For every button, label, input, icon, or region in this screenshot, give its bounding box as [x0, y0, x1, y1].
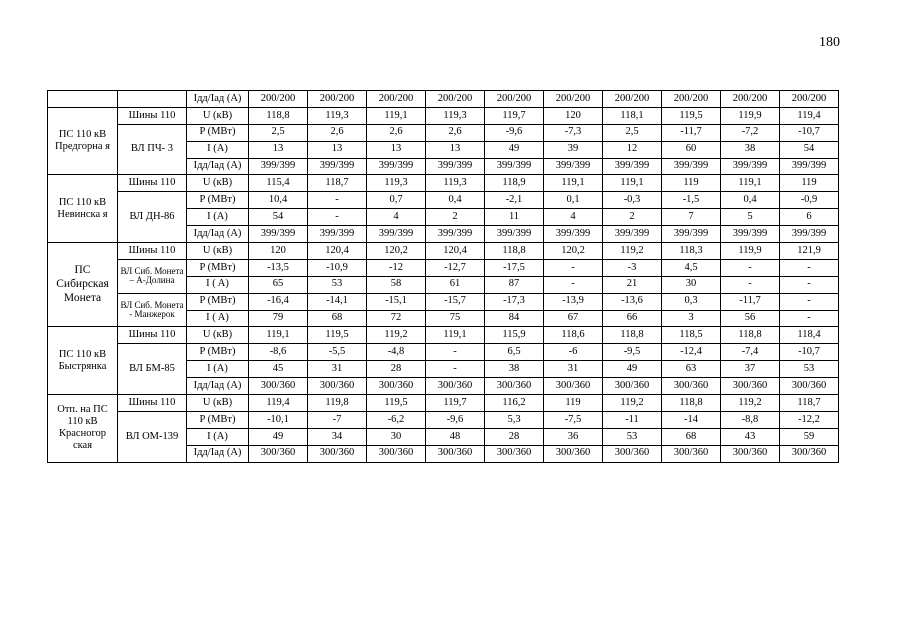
empty-cell	[118, 91, 187, 108]
table-row	[48, 259, 839, 276]
value-cell: 5,3	[485, 411, 544, 428]
value-cell: 119,2	[721, 395, 780, 412]
value-cell: 300/360	[426, 445, 485, 462]
value-cell: 119,1	[603, 175, 662, 192]
value-cell: 399/399	[721, 158, 780, 175]
value-cell: 37	[721, 361, 780, 378]
value-cell: 34	[308, 428, 367, 445]
value-cell: -12,7	[426, 259, 485, 276]
value-cell: 13	[426, 141, 485, 158]
value-cell: 61	[426, 276, 485, 293]
value-cell: 68	[662, 428, 721, 445]
value-cell: 5	[721, 209, 780, 226]
value-cell: 115,9	[485, 327, 544, 344]
value-cell: 31	[308, 361, 367, 378]
value-cell: 84	[485, 310, 544, 327]
value-cell: 119,4	[780, 107, 839, 124]
value-cell: -11	[603, 411, 662, 428]
value-cell: -6	[544, 344, 603, 361]
value-cell: 119,3	[308, 107, 367, 124]
value-cell: 300/360	[308, 445, 367, 462]
value-cell: 300/360	[603, 445, 662, 462]
value-cell: -11,7	[662, 124, 721, 141]
value-cell: 399/399	[426, 158, 485, 175]
sub-object-name: Шины 110	[118, 327, 187, 344]
value-cell: 119,3	[426, 107, 485, 124]
value-cell: 118,4	[780, 327, 839, 344]
value-cell: 300/360	[780, 445, 839, 462]
value-cell: 300/360	[485, 378, 544, 395]
value-cell: 118,8	[485, 243, 544, 260]
value-cell: -	[780, 259, 839, 276]
value-cell: 119,7	[426, 395, 485, 412]
param-label: I ( A)	[187, 276, 249, 293]
value-cell: 21	[603, 276, 662, 293]
param-label: I (A)	[187, 209, 249, 226]
value-cell: -9,5	[603, 344, 662, 361]
value-cell: 116,2	[485, 395, 544, 412]
value-cell: -12,4	[662, 344, 721, 361]
value-cell: 43	[721, 428, 780, 445]
value-cell: 200/200	[721, 91, 780, 108]
value-cell: -7,5	[544, 411, 603, 428]
value-cell: -5,5	[308, 344, 367, 361]
value-cell: 118,7	[308, 175, 367, 192]
value-cell: -	[780, 276, 839, 293]
value-cell: 399/399	[308, 158, 367, 175]
sub-object-name: Шины 110	[118, 243, 187, 260]
sub-object-name: ВЛ Сиб. Монета - Манжерок	[118, 293, 187, 327]
value-cell: -	[544, 259, 603, 276]
sub-object-name: ВЛ ОМ-139	[118, 411, 187, 462]
param-label: Iдд/Iад (А)	[187, 158, 249, 175]
param-label: U (кВ)	[187, 395, 249, 412]
value-cell: 300/360	[426, 378, 485, 395]
value-cell: 300/360	[780, 378, 839, 395]
value-cell: -	[426, 361, 485, 378]
value-cell: 119,1	[544, 175, 603, 192]
value-cell: 200/200	[603, 91, 662, 108]
value-cell: 30	[367, 428, 426, 445]
value-cell: 10,4	[249, 192, 308, 209]
table-row	[48, 395, 839, 412]
value-cell: 119,4	[249, 395, 308, 412]
param-label: I ( A)	[187, 310, 249, 327]
value-cell: 119,2	[603, 243, 662, 260]
value-cell: 119	[544, 395, 603, 412]
value-cell: -13,6	[603, 293, 662, 310]
value-cell: 200/200	[485, 91, 544, 108]
value-cell: 300/360	[367, 378, 426, 395]
value-cell: 399/399	[780, 226, 839, 243]
value-cell: 300/360	[367, 445, 426, 462]
value-cell: 399/399	[308, 226, 367, 243]
value-cell: -	[308, 209, 367, 226]
value-cell: 399/399	[662, 158, 721, 175]
value-cell: 36	[544, 428, 603, 445]
value-cell: 300/360	[485, 445, 544, 462]
value-cell: -10,1	[249, 411, 308, 428]
value-cell: -7,3	[544, 124, 603, 141]
value-cell: -9,6	[485, 124, 544, 141]
value-cell: 2,6	[308, 124, 367, 141]
value-cell: 399/399	[603, 158, 662, 175]
value-cell: -10,9	[308, 259, 367, 276]
value-cell: 54	[780, 141, 839, 158]
value-cell: 2,6	[367, 124, 426, 141]
value-cell: -0,9	[780, 192, 839, 209]
value-cell: 399/399	[426, 226, 485, 243]
param-label: U (кВ)	[187, 107, 249, 124]
value-cell: 49	[249, 428, 308, 445]
empty-cell	[48, 91, 118, 108]
value-cell: -	[426, 344, 485, 361]
param-label: P (МВт)	[187, 411, 249, 428]
value-cell: -8,6	[249, 344, 308, 361]
value-cell: -11,7	[721, 293, 780, 310]
value-cell: 118,3	[662, 243, 721, 260]
station-name: ПС 110 кВ Предгорна я	[48, 107, 118, 175]
value-cell: 119,9	[721, 107, 780, 124]
value-cell: -	[780, 293, 839, 310]
value-cell: 119,3	[367, 175, 426, 192]
value-cell: 300/360	[721, 378, 780, 395]
table-row	[48, 243, 839, 260]
value-cell: 200/200	[249, 91, 308, 108]
value-cell: 4	[367, 209, 426, 226]
value-cell: -16,4	[249, 293, 308, 310]
value-cell: -14,1	[308, 293, 367, 310]
value-cell: -3	[603, 259, 662, 276]
value-cell: 119,8	[308, 395, 367, 412]
value-cell: 399/399	[367, 158, 426, 175]
value-cell: 399/399	[367, 226, 426, 243]
value-cell: -7,2	[721, 124, 780, 141]
value-cell: -6,2	[367, 411, 426, 428]
value-cell: 3	[662, 310, 721, 327]
value-cell: 120,2	[544, 243, 603, 260]
value-cell: 120,4	[426, 243, 485, 260]
value-cell: 300/360	[662, 445, 721, 462]
value-cell: 48	[426, 428, 485, 445]
value-cell: -13,5	[249, 259, 308, 276]
value-cell: -17,3	[485, 293, 544, 310]
value-cell: 53	[603, 428, 662, 445]
value-cell: -9,6	[426, 411, 485, 428]
value-cell: 39	[544, 141, 603, 158]
value-cell: 300/360	[662, 378, 721, 395]
value-cell: 118,8	[603, 327, 662, 344]
value-cell: 118,1	[603, 107, 662, 124]
table-row	[48, 107, 839, 124]
value-cell: 49	[603, 361, 662, 378]
value-cell: 200/200	[367, 91, 426, 108]
value-cell: 118,5	[662, 327, 721, 344]
param-label: P (МВт)	[187, 192, 249, 209]
value-cell: 200/200	[544, 91, 603, 108]
value-cell: -17,5	[485, 259, 544, 276]
page-number: 180	[819, 35, 840, 50]
value-cell: 28	[485, 428, 544, 445]
value-cell: 49	[485, 141, 544, 158]
value-cell: 63	[662, 361, 721, 378]
value-cell: -15,7	[426, 293, 485, 310]
value-cell: 399/399	[544, 226, 603, 243]
value-cell: 200/200	[308, 91, 367, 108]
value-cell: 4,5	[662, 259, 721, 276]
value-cell: 118,7	[780, 395, 839, 412]
value-cell: 200/200	[426, 91, 485, 108]
value-cell: 300/360	[721, 445, 780, 462]
table-row	[48, 192, 839, 209]
station-name: ПС Сибирская Монета	[48, 243, 118, 327]
value-cell: 300/360	[603, 378, 662, 395]
sub-object-name: Шины 110	[118, 107, 187, 124]
value-cell: 13	[308, 141, 367, 158]
param-label: U (кВ)	[187, 243, 249, 260]
value-cell: 121,9	[780, 243, 839, 260]
table-row	[48, 124, 839, 141]
value-cell: 4	[544, 209, 603, 226]
value-cell: 399/399	[249, 158, 308, 175]
value-cell: 2,5	[603, 124, 662, 141]
value-cell: 399/399	[603, 226, 662, 243]
param-label: I (A)	[187, 141, 249, 158]
station-name: ПС 110 кВ Быстрянка	[48, 327, 118, 395]
value-cell: 119,1	[721, 175, 780, 192]
value-cell: 399/399	[780, 158, 839, 175]
value-cell: 120	[544, 107, 603, 124]
value-cell: -8,8	[721, 411, 780, 428]
value-cell: 6	[780, 209, 839, 226]
value-cell: -	[544, 276, 603, 293]
value-cell: 119,5	[308, 327, 367, 344]
table-row	[48, 344, 839, 361]
value-cell: 119	[662, 175, 721, 192]
param-label: P (МВт)	[187, 293, 249, 310]
value-cell: 59	[780, 428, 839, 445]
value-cell: 120,2	[367, 243, 426, 260]
value-cell: -7,4	[721, 344, 780, 361]
value-cell: 119,2	[367, 327, 426, 344]
value-cell: 300/360	[308, 378, 367, 395]
value-cell: 13	[249, 141, 308, 158]
sub-object-name: ВЛ ПЧ- 3	[118, 124, 187, 175]
value-cell: 2	[426, 209, 485, 226]
param-label: Iдд/Iад (А)	[187, 226, 249, 243]
param-label: I (A)	[187, 428, 249, 445]
value-cell: -14	[662, 411, 721, 428]
value-cell: 67	[544, 310, 603, 327]
value-cell: 56	[721, 310, 780, 327]
value-cell: 118,9	[485, 175, 544, 192]
value-cell: 54	[249, 209, 308, 226]
value-cell: -1,5	[662, 192, 721, 209]
value-cell: 0,3	[662, 293, 721, 310]
value-cell: -12,2	[780, 411, 839, 428]
value-cell: -0,3	[603, 192, 662, 209]
value-cell: 75	[426, 310, 485, 327]
value-cell: 79	[249, 310, 308, 327]
value-cell: 300/360	[249, 445, 308, 462]
station-name: Отп. на ПС 110 кВ Красногор ская	[48, 395, 118, 463]
value-cell: -2,1	[485, 192, 544, 209]
value-cell: 66	[603, 310, 662, 327]
value-cell: 118,8	[721, 327, 780, 344]
value-cell: 28	[367, 361, 426, 378]
value-cell: -4,8	[367, 344, 426, 361]
sub-object-name: Шины 110	[118, 175, 187, 192]
table-row	[48, 411, 839, 428]
value-cell: 31	[544, 361, 603, 378]
value-cell: 30	[662, 276, 721, 293]
value-cell: 119,2	[603, 395, 662, 412]
value-cell: 53	[780, 361, 839, 378]
param-label: U (кВ)	[187, 175, 249, 192]
value-cell: 58	[367, 276, 426, 293]
value-cell: -13,9	[544, 293, 603, 310]
value-cell: 118,8	[249, 107, 308, 124]
value-cell: 38	[721, 141, 780, 158]
value-cell: 399/399	[544, 158, 603, 175]
value-cell: 45	[249, 361, 308, 378]
param-label: P (МВт)	[187, 344, 249, 361]
sub-object-name: ВЛ Сиб. Монета – А-Долина	[118, 259, 187, 293]
param-label: U (кВ)	[187, 327, 249, 344]
value-cell: 0,7	[367, 192, 426, 209]
value-cell: 87	[485, 276, 544, 293]
value-cell: 399/399	[485, 158, 544, 175]
value-cell: 119,1	[426, 327, 485, 344]
value-cell: -	[780, 310, 839, 327]
value-cell: 200/200	[662, 91, 721, 108]
value-cell: -10,7	[780, 344, 839, 361]
value-cell: 38	[485, 361, 544, 378]
value-cell: 68	[308, 310, 367, 327]
value-cell: 119,5	[662, 107, 721, 124]
value-cell: 120	[249, 243, 308, 260]
header-row	[48, 91, 839, 108]
value-cell: 118,6	[544, 327, 603, 344]
value-cell: -	[721, 259, 780, 276]
value-cell: 300/360	[544, 445, 603, 462]
value-cell: 399/399	[249, 226, 308, 243]
value-cell: 11	[485, 209, 544, 226]
value-cell: 115,4	[249, 175, 308, 192]
value-cell: 119,5	[367, 395, 426, 412]
value-cell: 2,5	[249, 124, 308, 141]
value-cell: 72	[367, 310, 426, 327]
value-cell: 119,1	[367, 107, 426, 124]
value-cell: 399/399	[721, 226, 780, 243]
value-cell: 300/360	[249, 378, 308, 395]
sub-object-name: ВЛ БМ-85	[118, 344, 187, 395]
value-cell: 2,6	[426, 124, 485, 141]
value-cell: 12	[603, 141, 662, 158]
value-cell: 118,8	[662, 395, 721, 412]
param-label: Iдд/Iад (А)	[187, 445, 249, 462]
param-label: P (МВт)	[187, 124, 249, 141]
value-cell: 65	[249, 276, 308, 293]
value-cell: -7	[308, 411, 367, 428]
table-row	[48, 175, 839, 192]
station-name: ПС 110 кВ Невинска я	[48, 175, 118, 243]
value-cell: 7	[662, 209, 721, 226]
value-cell: -	[308, 192, 367, 209]
value-cell: 200/200	[780, 91, 839, 108]
param-label: Iдд/Iад (А)	[187, 91, 249, 108]
value-cell: -15,1	[367, 293, 426, 310]
value-cell: 0,4	[721, 192, 780, 209]
value-cell: 119	[780, 175, 839, 192]
value-cell: -	[721, 276, 780, 293]
value-cell: -10,7	[780, 124, 839, 141]
value-cell: 6,5	[485, 344, 544, 361]
param-label: P (МВт)	[187, 259, 249, 276]
value-cell: 2	[603, 209, 662, 226]
table-row	[48, 327, 839, 344]
value-cell: 60	[662, 141, 721, 158]
value-cell: 119,3	[426, 175, 485, 192]
value-cell: 399/399	[485, 226, 544, 243]
table-row	[48, 293, 839, 310]
value-cell: 119,1	[249, 327, 308, 344]
value-cell: 0,1	[544, 192, 603, 209]
value-cell: 13	[367, 141, 426, 158]
value-cell: 53	[308, 276, 367, 293]
value-cell: 300/360	[544, 378, 603, 395]
param-label: Iдд/Iад (А)	[187, 378, 249, 395]
value-cell: -12	[367, 259, 426, 276]
measurements-table	[47, 90, 839, 463]
sub-object-name: ВЛ ДН-86	[118, 192, 187, 243]
value-cell: 119,7	[485, 107, 544, 124]
sub-object-name: Шины 110	[118, 395, 187, 412]
value-cell: 119,9	[721, 243, 780, 260]
value-cell: 399/399	[662, 226, 721, 243]
param-label: I (A)	[187, 361, 249, 378]
value-cell: 120,4	[308, 243, 367, 260]
value-cell: 0,4	[426, 192, 485, 209]
